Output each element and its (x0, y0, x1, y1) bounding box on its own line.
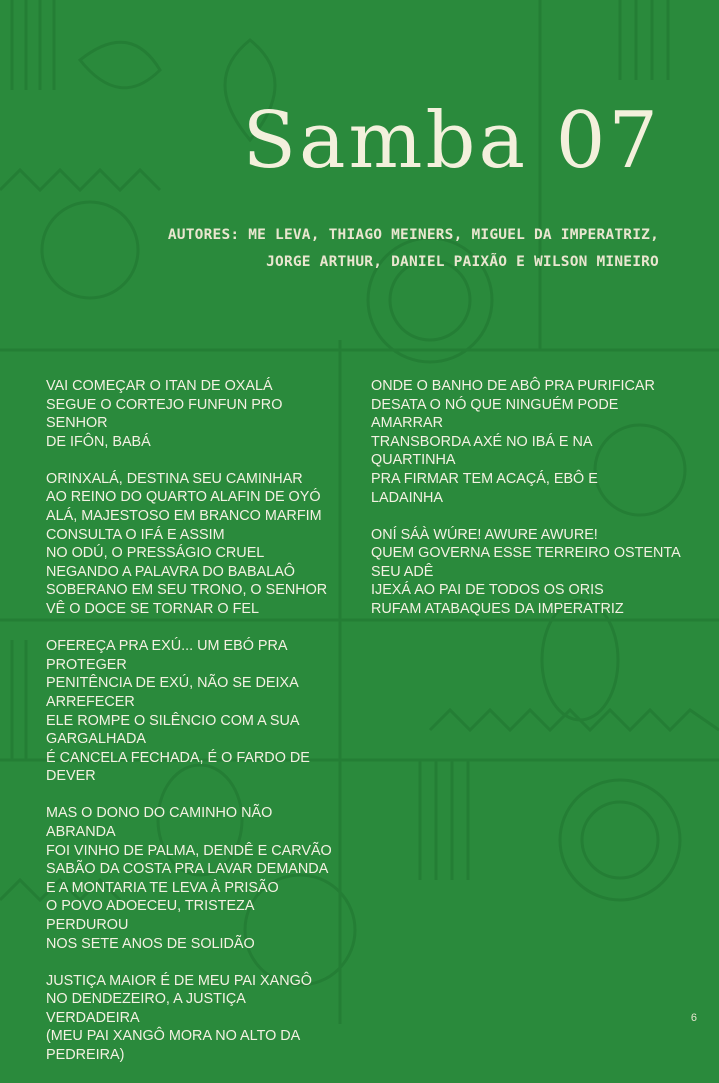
lyric-line: VÊ O DOCE SE TORNAR O FEL (46, 601, 259, 618)
authors-line: JORGE ARTHUR, DANIEL PAIXÃO E WILSON MINEIRO (266, 254, 659, 270)
lyric-line: CONSULTA O IFÁ E ASSIM (46, 526, 225, 543)
lyric-line: O POVO ADOECEU, TRISTEZA PERDUROU (46, 898, 254, 933)
lyric-line: PENITÊNCIA DE EXÚ, NÃO SE DEIXA (46, 675, 299, 692)
lyric-line: QUARTINHA (371, 452, 456, 469)
lyric-line: ABRANDA (46, 823, 116, 840)
lyric-line: QUEM GOVERNA ESSE TERREIRO OSTENTA (371, 545, 681, 562)
lyric-line: RUFAM ATABAQUES DA IMPERATRIZ (371, 601, 624, 618)
lyric-line: AMARRAR (371, 415, 443, 432)
lyric-line: ELE ROMPE O SILÊNCIO COM A SUA (46, 712, 300, 729)
lyric-line: ARREFECER (46, 693, 135, 710)
stanza (371, 526, 681, 619)
lyric-line: ONDE O BANHO DE ABÔ PRA PURIFICAR (371, 378, 655, 394)
lyric-line: SEGUE O CORTEJO FUNFUN PRO SENHOR (46, 396, 283, 432)
page-title: Samba 07 (242, 96, 661, 186)
lyric-line: OFEREÇA PRA EXÚ... UM EBÓ PRA (46, 638, 288, 655)
lyric-line: FOI VINHO DE PALMA, DENDÊ E CARVÃO (46, 842, 332, 859)
stanza (46, 377, 336, 451)
lyric-line: AO REINO DO QUARTO ALAFIN DE OYÓ (46, 489, 321, 506)
stanza (46, 804, 336, 953)
lyric-line: ALÁ, MAJESTOSO EM BRANCO MARFIM (46, 508, 322, 525)
lyric-line: SEU ADÊ (371, 563, 434, 580)
stanza (46, 972, 336, 1065)
lyric-line: NO ODÚ, O PRESSÁGIO CRUEL (46, 545, 265, 562)
lyric-line: LADAINHA (371, 489, 443, 506)
lyric-line: GARGALHADA (46, 731, 146, 748)
authors-line: AUTORES: ME LEVA, THIAGO MEINERS, MIGUEL DA IMPERATRIZ, (167, 227, 659, 243)
stanza (371, 377, 681, 507)
lyric-line: NO DENDEZEIRO, A JUSTIÇA VERDADEIRA (46, 991, 246, 1026)
lyric-line: NOS SETE ANOS DE SOLIDÃO (46, 935, 255, 952)
lyric-line: MAS O DONO DO CAMINHO NÃO (46, 805, 273, 822)
lyric-line: DESATA O NÓ QUE NINGUÉM PODE (371, 396, 619, 413)
authors-credit (99, 222, 659, 276)
lyric-line: SABÃO DA COSTA PRA LAVAR DEMANDA (46, 861, 329, 878)
lyrics-right-column (371, 377, 681, 637)
lyric-line: ONÍ SÁÀ WÚRE! AWURE AWURE! (371, 526, 598, 543)
lyric-line: TRANSBORDA AXÉ NO IBÁ E NA (371, 433, 593, 450)
lyric-line: NEGANDO A PALAVRA DO BABALAÔ (46, 563, 295, 580)
stanza (46, 470, 336, 619)
lyric-line: VAI COMEÇAR O ITAN DE OXALÁ (46, 378, 273, 394)
stanza (46, 637, 336, 786)
lyric-line: (MEU PAI XANGÔ MORA NO ALTO DA (46, 1028, 301, 1045)
lyric-line: PEDREIRA) (46, 1047, 125, 1063)
disc-shape (560, 780, 680, 900)
lyric-line: ORINXALÁ, DESTINA SEU CAMINHAR (46, 470, 303, 487)
lyrics-left-column (46, 377, 336, 1083)
lyric-line: SOBERANO EM SEU TRONO, O SENHOR (46, 582, 328, 599)
lyric-line: E A MONTARIA TE LEVA À PRISÃO (46, 879, 279, 896)
page-number: 6 (690, 1012, 697, 1024)
zigzag-shape (0, 170, 160, 190)
lyric-line: DE IFÔN, BABÁ (46, 433, 151, 450)
lyric-line: IJEXÁ AO PAI DE TODOS OS ORIS (371, 582, 604, 599)
lyric-line: JUSTIÇA MAIOR É DE MEU PAI XANGÔ (46, 972, 313, 989)
lyric-line: PRA FIRMAR TEM ACAÇÁ, EBÔ E (371, 470, 598, 487)
lyric-line: DEVER (46, 768, 96, 785)
lyric-line: PROTEGER (46, 656, 127, 673)
lyric-line: É CANCELA FECHADA, É O FARDO DE (46, 749, 310, 766)
